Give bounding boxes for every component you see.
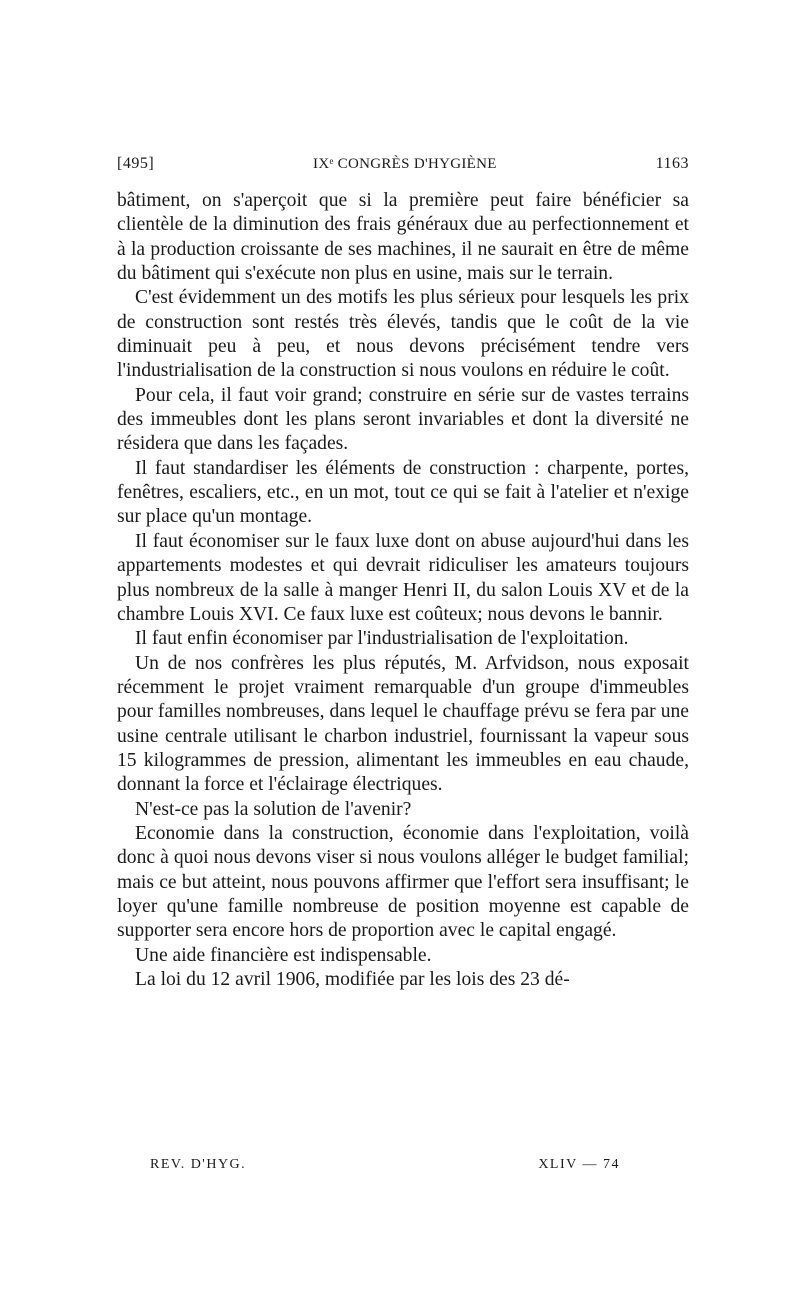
paragraph: Il faut économiser sur le faux luxe dont on abuse aujourd'hui dans les appartements modestes et qui devrait ridiculiser les amateurs toujours plus nombreux de la salle à manger Henri II, du salon Louis XV et de la chambre Louis XVI. Ce faux luxe est coûteux; nous devons le bannir. bbox=[117, 530, 689, 625]
running-header bbox=[117, 155, 689, 179]
page bbox=[117, 155, 689, 992]
paragraph: Il faut enfin économiser par l'industrialisation de l'exploitation. bbox=[135, 628, 629, 650]
paragraph: Un de nos confrères les plus réputés, M. Arfvidson, nous exposait récemment le projet vraiment remarquable d'un groupe d'immeubles pour familles nombreuses, dans lequel le chauffage prévu se fera par une usine centrale utilisant le charbon industriel, fournissant la vapeur sous 15 kilogrammes de pression, alimentant les immeubles en eau chaude, donnant la force et l'éclairage électriques. bbox=[117, 652, 689, 796]
footer-journal: REV. D'HYG. bbox=[150, 1157, 247, 1172]
paragraph: C'est évidemment un des motifs les plus sérieux pour lesquels les prix de construction sont restés très élevés, tandis que le coût de la vie diminuait peu à peu, et nous devons précisément tendre vers l'industrialisation de la construction si nous voulons en réduire le coût. bbox=[117, 287, 689, 382]
paragraph: Une aide financière est indispensable. bbox=[135, 944, 432, 966]
paragraph: Pour cela, il faut voir grand; construire en série sur de vastes terrains des immeubles dont les plans seront invariables et dont la diversité ne résidera que dans les façades. bbox=[117, 384, 689, 455]
header-page-ref: [495] bbox=[117, 155, 155, 172]
paragraph: N'est-ce pas la solution de l'avenir? bbox=[135, 798, 412, 820]
footer-signature: XLIV — 74 bbox=[538, 1157, 620, 1172]
paragraph: Economie dans la construction, économie dans l'exploitation, voilà donc à quoi nous devons viser si nous voulons alléger le budget familial; mais ce but atteint, nous pouvons affirmer que l'effort sera insuffisant; le loyer qu'une famille nombreuse de position moyenne est capable de supporter sera encore hors de proportion avec le capital engagé. bbox=[117, 822, 689, 942]
paragraph: Il faut standardiser les éléments de construction : charpente, portes, fenêtres, escaliers, etc., en un mot, tout ce qui se fait à l'atelier et n'exige sur place qu'un montage. bbox=[117, 457, 689, 528]
page-footer bbox=[150, 1157, 620, 1173]
body-text bbox=[117, 189, 689, 992]
header-title: IXᵉ CONGRÈS D'HYGIÈNE bbox=[313, 156, 497, 172]
paragraph: La loi du 12 avril 1906, modifiée par les lois des 23 dé- bbox=[135, 969, 570, 990]
header-page-number: 1163 bbox=[655, 155, 689, 172]
paragraph: bâtiment, on s'aperçoit que si la première peut faire bénéficier sa clientèle de la diminution des frais généraux due au perfectionnement et à la production croissante de ses machines, il ne saurait en être de même du bâtiment qui s'exécute non plus en usine, mais sur le terrain. bbox=[117, 190, 689, 285]
